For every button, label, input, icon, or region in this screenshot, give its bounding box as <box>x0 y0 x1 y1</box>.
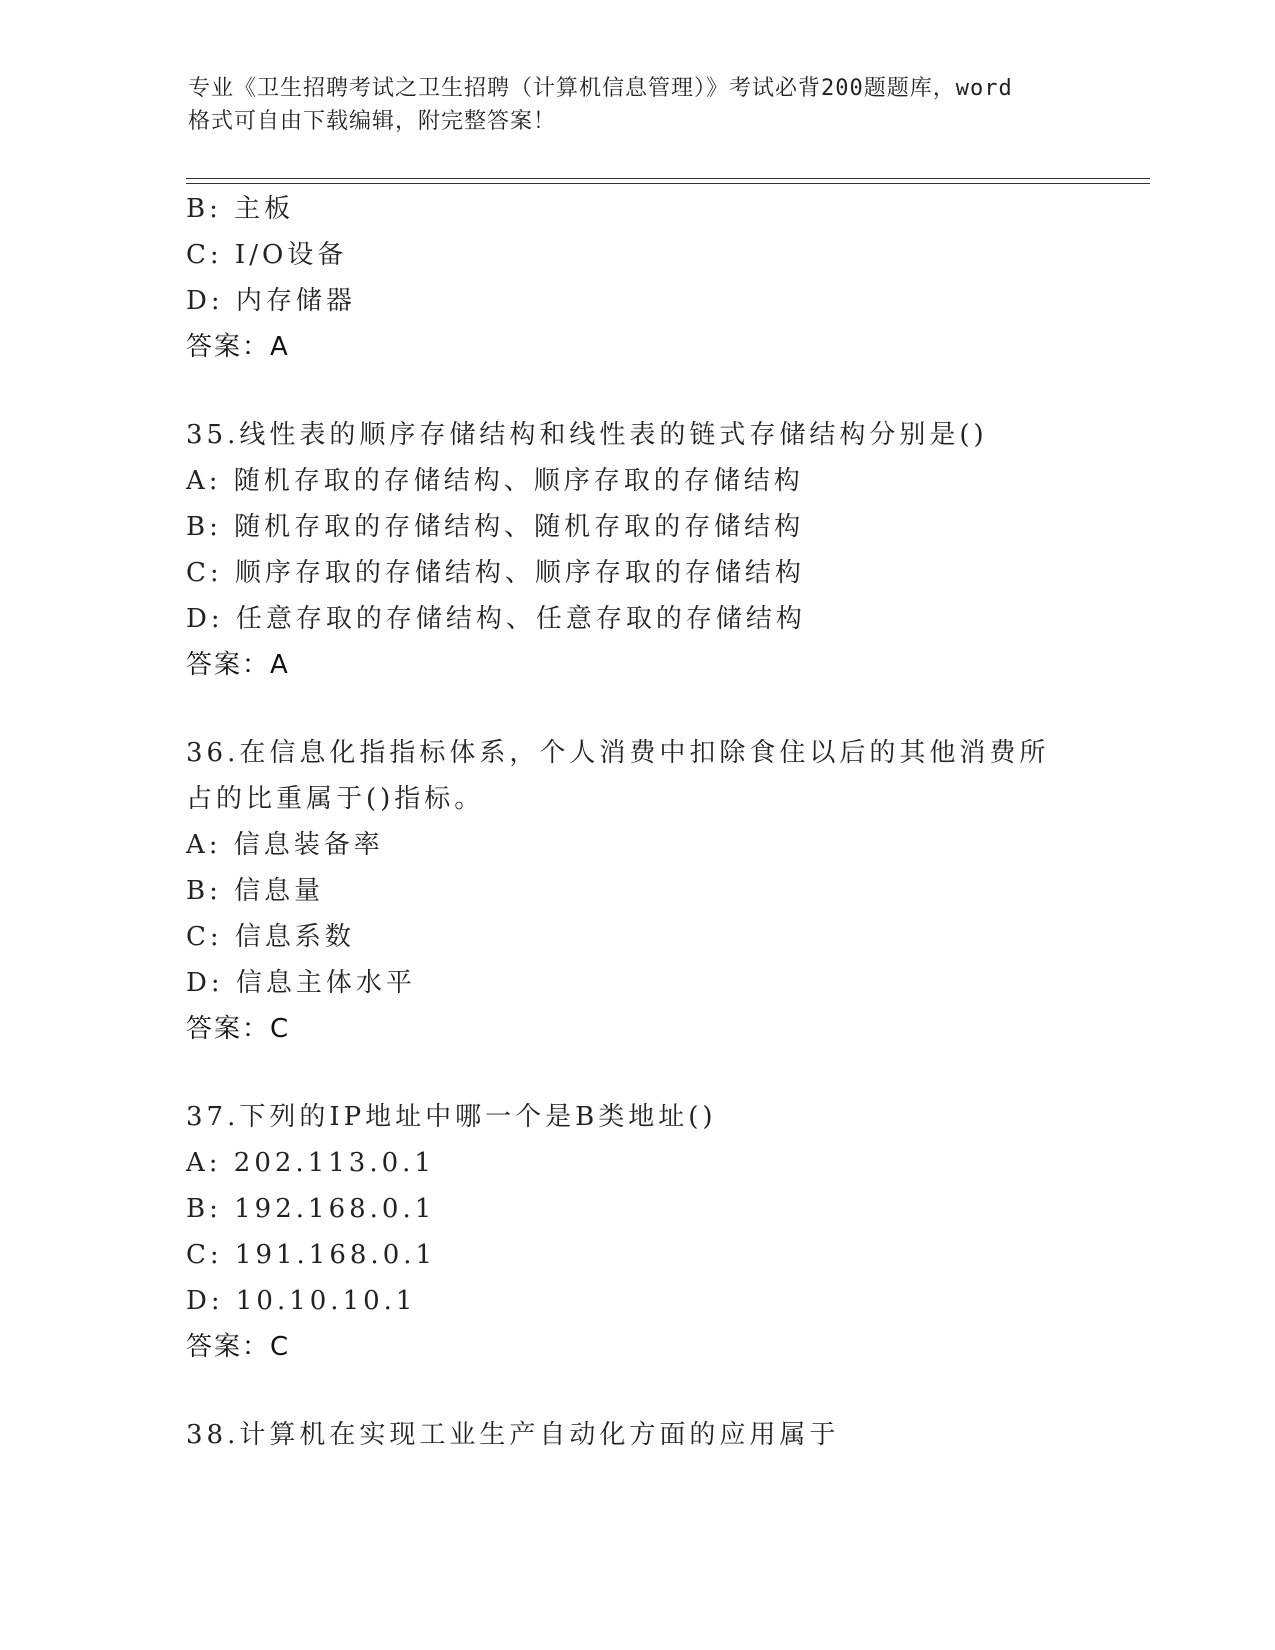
option-b: B: 随机存取的存储结构、随机存取的存储结构 <box>186 512 805 542</box>
header-line-1: 专业《卫生招聘考试之卫生招聘（计算机信息管理）》考试必背200题题库，word <box>188 76 1013 101</box>
option-d: D: 信息主体水平 <box>186 968 416 998</box>
question-fragment <box>186 186 1146 370</box>
question-text: 36.在信息化指指标体系，个人消费中扣除食住以后的其他消费所占的比重属于()指标。 <box>186 738 1050 814</box>
question-38 <box>186 1412 1146 1458</box>
answer-line: 答案：C <box>186 1332 291 1362</box>
question-list <box>186 186 1146 1458</box>
question-37 <box>186 1094 1146 1370</box>
option-a: A: 随机存取的存储结构、顺序存取的存储结构 <box>186 466 804 496</box>
answer-line: 答案：C <box>186 1014 291 1044</box>
option-a: A: 202.113.0.1 <box>186 1148 435 1178</box>
option-b: B: 192.168.0.1 <box>186 1194 436 1224</box>
question-text: 38.计算机在实现工业生产自动化方面的应用属于 <box>186 1420 840 1450</box>
option-c: C: 顺序存取的存储结构、顺序存取的存储结构 <box>186 558 805 588</box>
option-b: B: 信息量 <box>186 876 325 906</box>
question-text: 37.下列的IP地址中哪一个是B类地址() <box>186 1102 717 1132</box>
answer-line: 答案：A <box>186 650 290 680</box>
answer-line: 答案：A <box>186 332 290 362</box>
header-rule-bottom <box>186 183 1150 184</box>
option-b: B: 主板 <box>186 194 295 224</box>
option-d: D: 任意存取的存储结构、任意存取的存储结构 <box>186 604 806 634</box>
question-text: 35.线性表的顺序存储结构和线性表的链式存储结构分别是() <box>186 420 988 450</box>
option-c: C: 191.168.0.1 <box>186 1240 437 1270</box>
question-36 <box>186 730 1146 1052</box>
option-a: A: 信息装备率 <box>186 830 384 860</box>
header-rule-top <box>186 178 1150 179</box>
question-35 <box>186 412 1146 688</box>
option-c: C: I/O设备 <box>186 240 348 270</box>
option-c: C: 信息系数 <box>186 922 355 952</box>
header-line-2: 格式可自由下载编辑，附完整答案！ <box>188 109 557 134</box>
option-d: D: 10.10.10.1 <box>186 1286 417 1316</box>
option-d: D: 内存储器 <box>186 286 356 316</box>
document-header <box>188 72 1088 138</box>
